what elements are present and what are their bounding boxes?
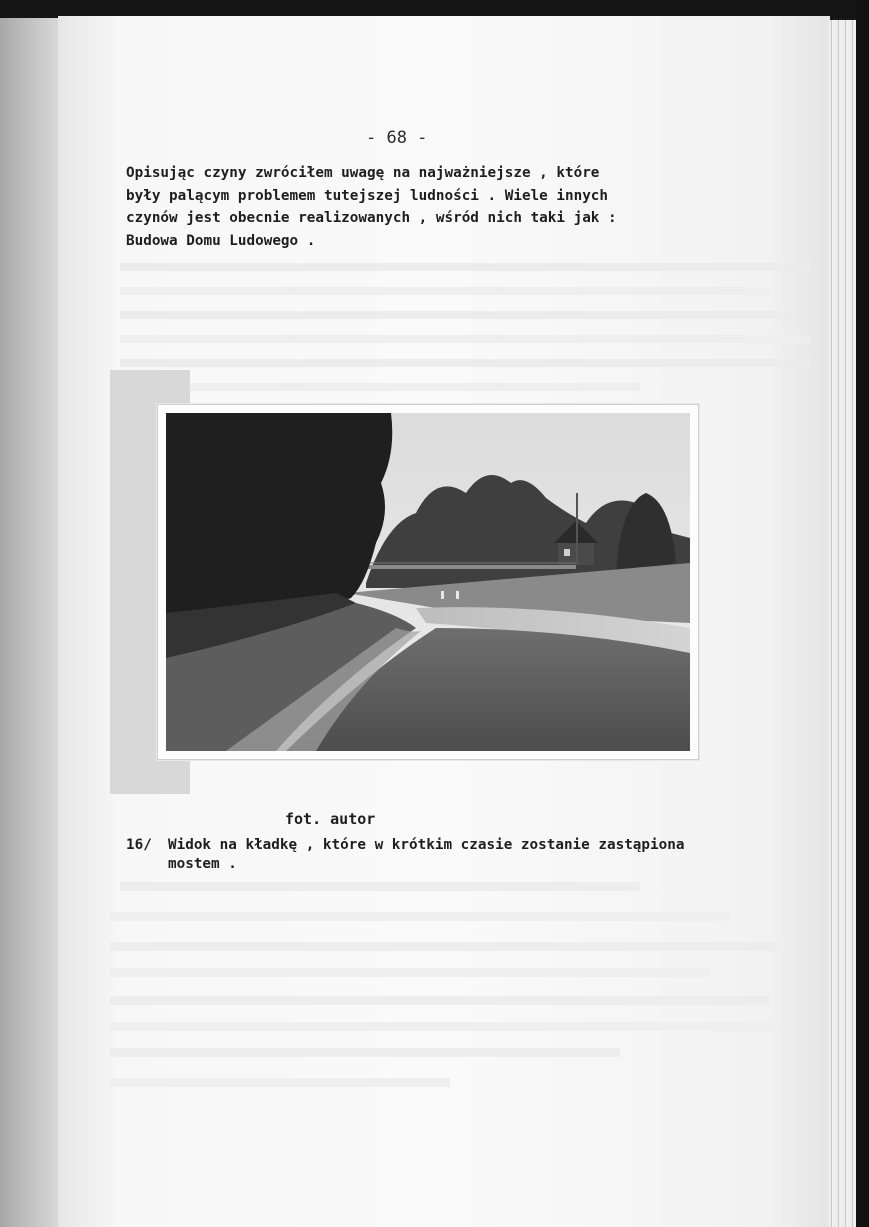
caption-text-line2: mostem . bbox=[168, 856, 237, 872]
page-edges bbox=[828, 20, 858, 1227]
book-spine-shadow bbox=[0, 18, 60, 1227]
caption-text-line1: Widok na kładkę , które w krótkim czasie zostanie zastąpiona bbox=[168, 837, 685, 853]
paragraph-line: Budowa Domu Ludowego . bbox=[126, 232, 316, 249]
bleed-through-marks-lower bbox=[110, 880, 810, 1100]
scan-right-shadow bbox=[856, 0, 869, 1227]
photograph bbox=[166, 413, 690, 751]
bleed-through-marks bbox=[120, 255, 820, 405]
photo-caption bbox=[126, 836, 826, 874]
paragraph-line: czynów jest obecnie realizowanych , wśród nich taki jak : bbox=[126, 210, 617, 226]
photo-credit: fot. autor bbox=[285, 810, 376, 828]
caption-number: 16/ bbox=[126, 837, 152, 853]
paragraph-line: Opisując czyny zwróciłem uwagę na najważniejsze , które bbox=[126, 165, 600, 181]
page-number: - 68 - bbox=[366, 128, 428, 148]
body-paragraph bbox=[126, 162, 816, 252]
landscape-photo bbox=[166, 413, 690, 751]
paragraph-line: były palącym problemem tutejszej ludności . Wiele innych bbox=[126, 187, 609, 204]
photo-frame bbox=[157, 404, 699, 760]
